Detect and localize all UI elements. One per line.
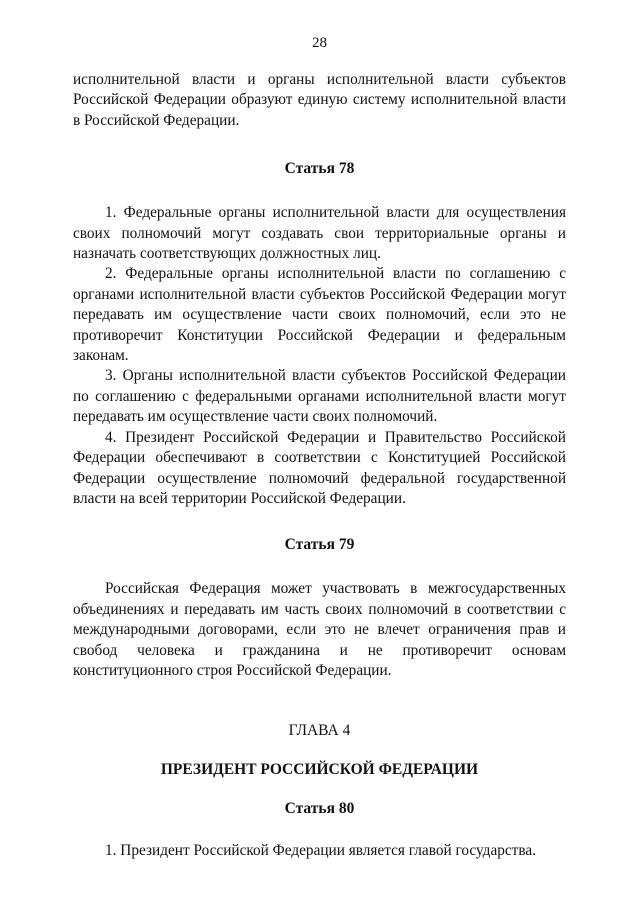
chapter-title: ПРЕЗИДЕНТ РОССИЙСКОЙ ФЕДЕРАЦИИ [160,761,479,779]
article-78-paragraph-3: 3. Органы исполнительной власти субъектов Российской Федерации по соглашению с федеральными органами исполнительной власти могут передавать им осуществление части своих полномочий. [73,367,566,426]
article-78-heading: Статья 78 [284,160,355,178]
chapter-label: ГЛАВА 4 [288,722,351,740]
article-79-paragraph-1: Российская Федерация может участвовать в межгосударственных объединениях и передавать им часть своих полномочий в соответствии с международными договорами, если это не влечет ограничения прав и свобод человека и гражданина и не противоречит основам конституционного строя Российской Федерации. [73,580,566,679]
page-number: 28 [312,35,327,51]
document-body [73,70,566,862]
article-78-paragraph-2: 2. Федеральные органы исполнительной власти по соглашению с органами исполнительной власти субъектов Российской Федерации могут передавать им осуществление части своих полномочий, если это не противоречит Конституции Российской Федерации и федеральным законам. [73,265,566,365]
article-79-heading: Статья 79 [284,536,355,554]
intro-paragraph: исполнительной власти и органы исполнительной власти субъектов Российской Федерации образуют единую систему исполнительной власти в Российской Федерации. [73,71,566,129]
article-78-paragraph-4: 4. Президент Российской Федерации и Правительство Российской Федерации обеспечивают в соответствии с Конституцией Российской Федерации осуществление полномочий федеральной государственной власти на всей территории Российской Федерации. [73,428,566,507]
article-78-paragraph-1: 1. Федеральные органы исполнительной власти для осуществления своих полномочий могут создавать свои территориальные органы и назначать соответствующих должностных лиц. [73,204,566,263]
article-80-heading: Статья 80 [284,800,355,818]
article-80-paragraph-1: 1. Президент Российской Федерации является главой государства. [105,842,537,860]
